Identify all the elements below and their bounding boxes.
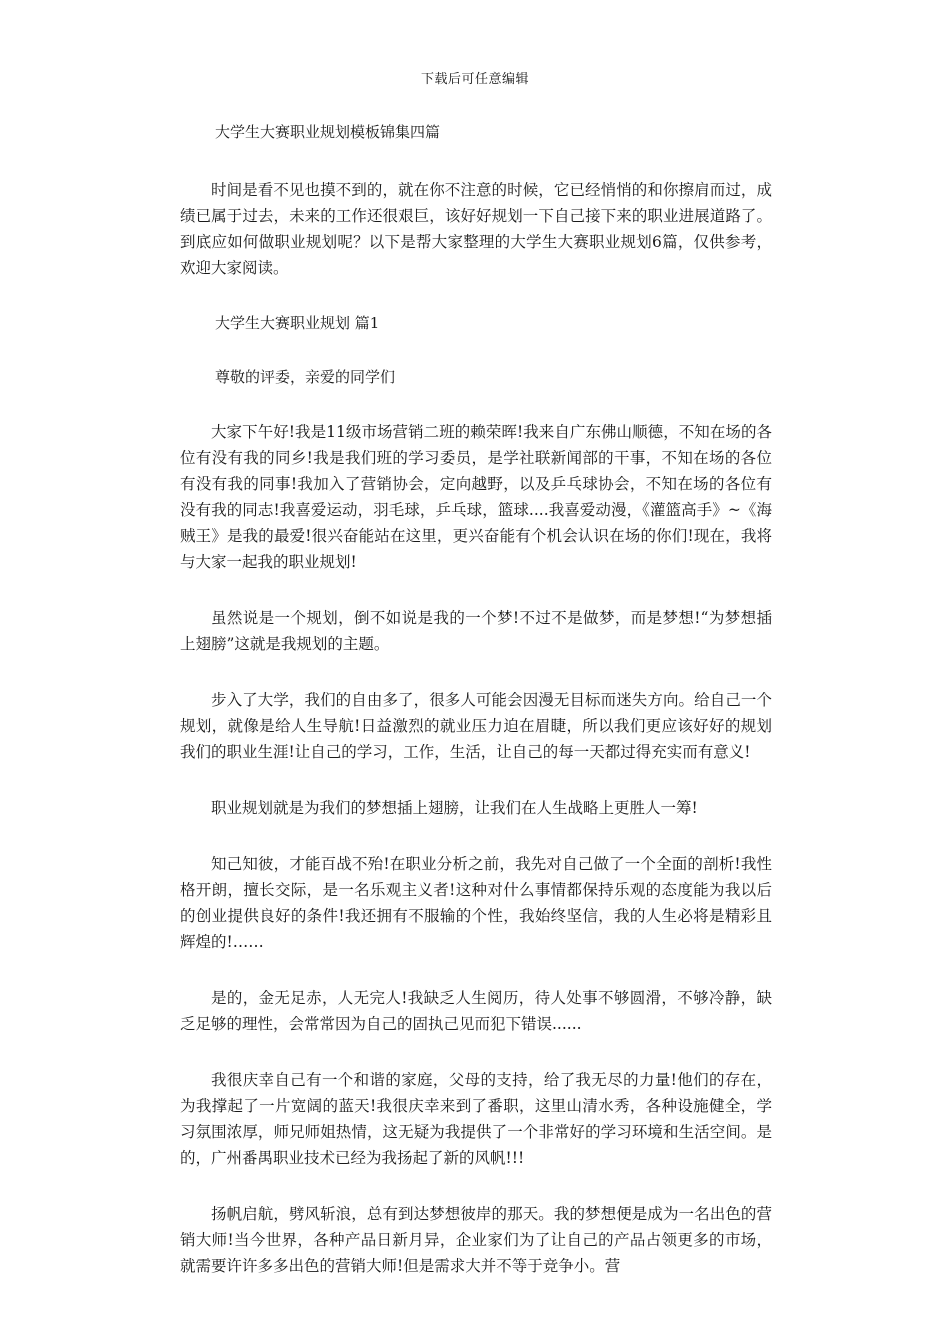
body-paragraph: 我很庆幸自己有一个和谐的家庭，父母的支持，给了我无尽的力量!他们的存在，为我撑起了一片宽阔的蓝天!我很庆幸来到了番职，这里山清水秀，各种设施健全，学习氛围浓厚，师兄师姐热情，这无疑为我提供了一个非常好的学习环境和生活空间。是的，广州番禺职业技术已经为我扬起了新的风帆!!! [180,1071,772,1167]
header-note: 下载后可任意编辑 [420,72,529,87]
body-paragraph: 是的，金无足赤，人无完人!我缺乏人生阅历，待人处事不够圆滑，不够冷静，缺乏足够的理性，会常常因为自己的固执己见而犯下错误...... [180,989,772,1033]
body-paragraph: 知己知彼，才能百战不殆!在职业分析之前，我先对自己做了一个全面的剖析!我性格开朗，擅长交际，是一名乐观主义者!这种对什么事情都保持乐观的态度能为我以后的创业提供良好的条件!我还拥有不服输的个性，我始终坚信，我的人生必将是精彩且辉煌的!…… [180,855,772,951]
document-body [180,120,772,1279]
body-paragraph: 职业规划就是为我们的梦想插上翅膀，让我们在人生战略上更胜人一筹! [211,799,698,817]
intro-paragraph: 时间是看不见也摸不到的，就在你不注意的时候，它已经悄悄的和你擦肩而过，成绩已属于过去，未来的工作还很艰巨，该好好规划一下自己接下来的职业进展道路了。到底应如何做职业规划呢？以下是帮大家整理的大学生大赛职业规划6篇，仅供参考，欢迎大家阅读。 [180,181,772,277]
section-title: 大学生大赛职业规划 篇1 [215,314,380,332]
body-paragraph: 虽然说是一个规划，倒不如说是我的一个梦!不过不是做梦，而是梦想!“为梦想插上翅膀”这就是我规划的主题。 [180,609,772,653]
body-paragraph: 大家下午好!我是11级市场营销二班的赖荣晖!我来自广东佛山顺德，不知在场的各位有没有我的同乡!我是我们班的学习委员，是学社联新闻部的干事，不知在场的各位有没有我的同事!我加入了营销协会，定向越野，以及乒乓球协会，不知在场的各位有没有我的同志!我喜爱运动，羽毛球，乒乓球，篮球....我喜爱动漫，《灌篮高手》~《海贼王》是我的最爱!很兴奋能站在这里，更兴奋能有个机会认识在场的你们!现在，我将与大家一起我的职业规划! [180,423,772,571]
body-paragraph: 扬帆启航，劈风斩浪，总有到达梦想彼岸的那天。我的梦想便是成为一名出色的营销大师!当今世界，各种产品日新月异，企业家们为了让自己的产品占领更多的市场，就需要许许多多出色的营销大师!但是需求大并不等于竞争小。营 [180,1205,772,1275]
document-title: 大学生大赛职业规划模板锦集四篇 [215,123,441,141]
salutation: 尊敬的评委，亲爱的同学们 [215,368,396,386]
body-paragraph: 步入了大学，我们的自由多了，很多人可能会因漫无目标而迷失方向。给自己一个规划，就像是给人生导航!日益激烈的就业压力迫在眉睫，所以我们更应该好好的规划我们的职业生涯!让自己的学习，工作，生活，让自己的每一天都过得充实而有意义! [180,691,772,761]
